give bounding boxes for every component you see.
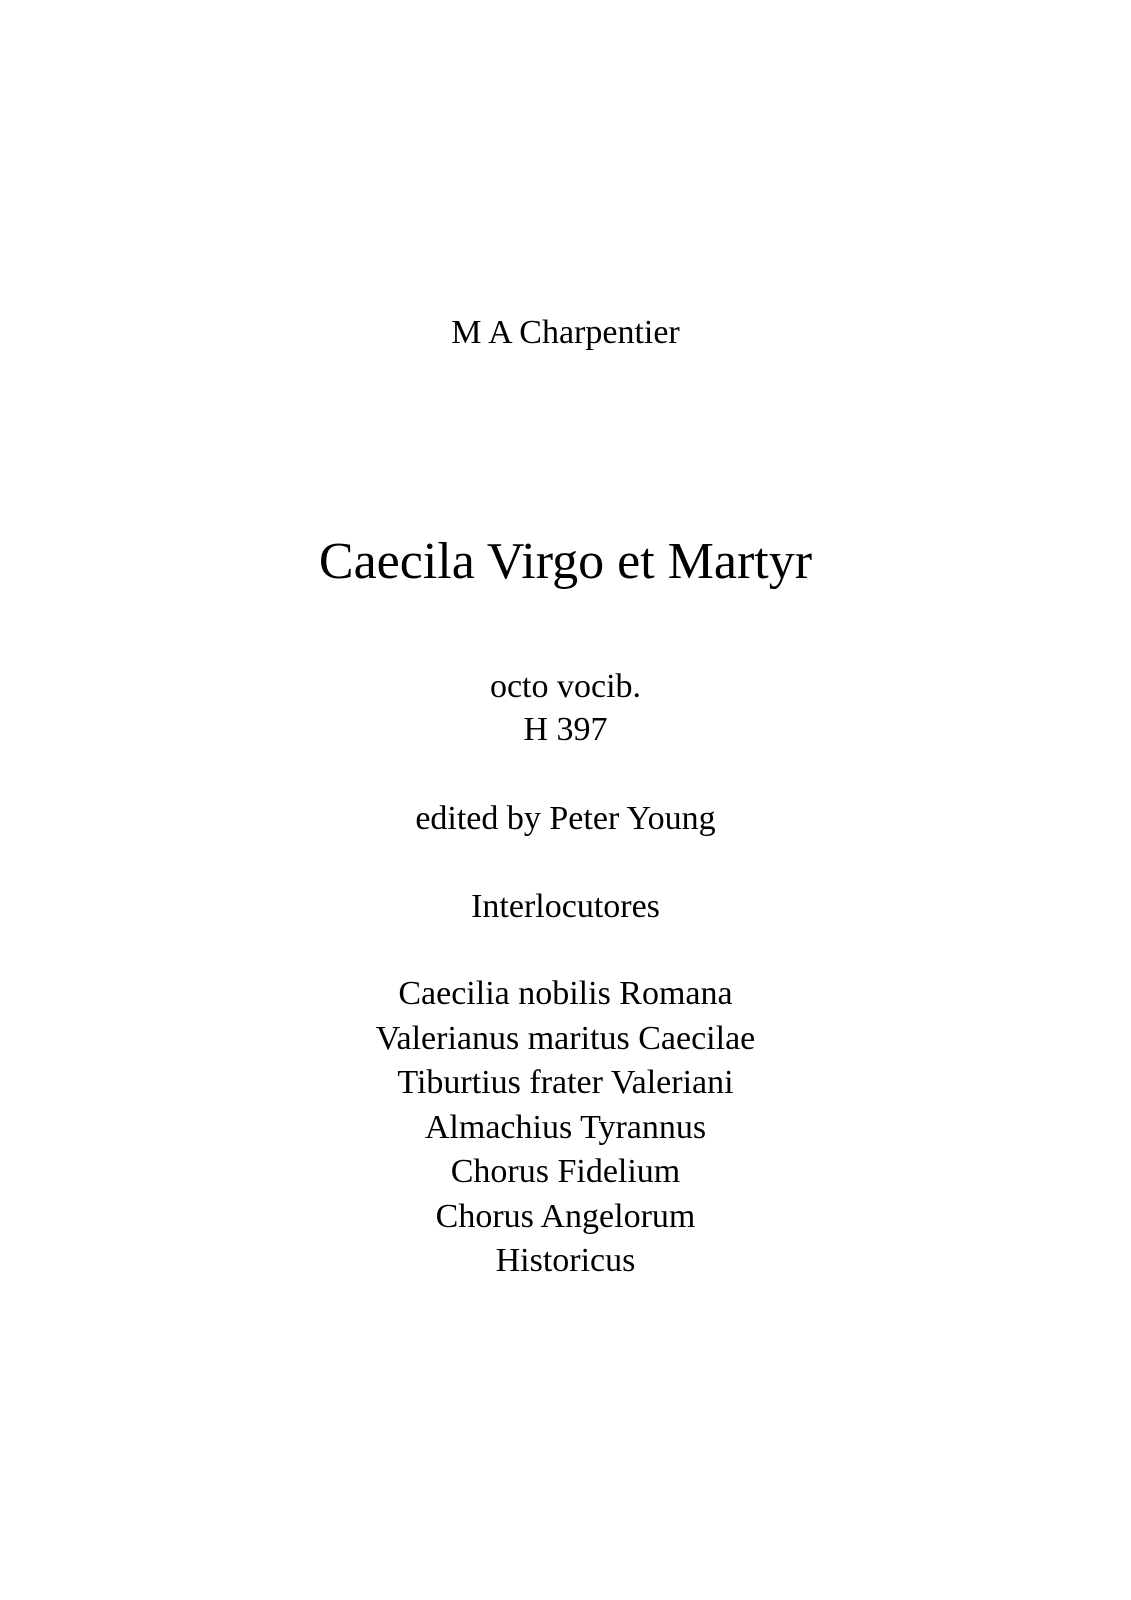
cast-list <box>0 977 1131 1289</box>
catalog-number: H 397 <box>523 711 608 748</box>
cast-item: Chorus Fidelium <box>450 1153 681 1190</box>
cast-item: Almachius Tyrannus <box>424 1108 707 1146</box>
cast-item: Caecilia nobilis Romana <box>398 975 733 1012</box>
composer-name: M A Charpentier <box>451 314 680 351</box>
cast-item: Chorus Angelorum <box>435 1197 696 1235</box>
work-title: Caecila Virgo et Martyr <box>318 533 813 590</box>
voicing: octo vocib. <box>489 668 642 705</box>
cast-heading: Interlocutores <box>471 888 660 925</box>
cast-item: Tiburtius frater Valeriani <box>397 1064 734 1101</box>
editor-credit: edited by Peter Young <box>415 800 716 837</box>
cast-item: Historicus <box>495 1242 636 1279</box>
cast-item: Valerianus maritus Caecilae <box>375 1019 756 1057</box>
